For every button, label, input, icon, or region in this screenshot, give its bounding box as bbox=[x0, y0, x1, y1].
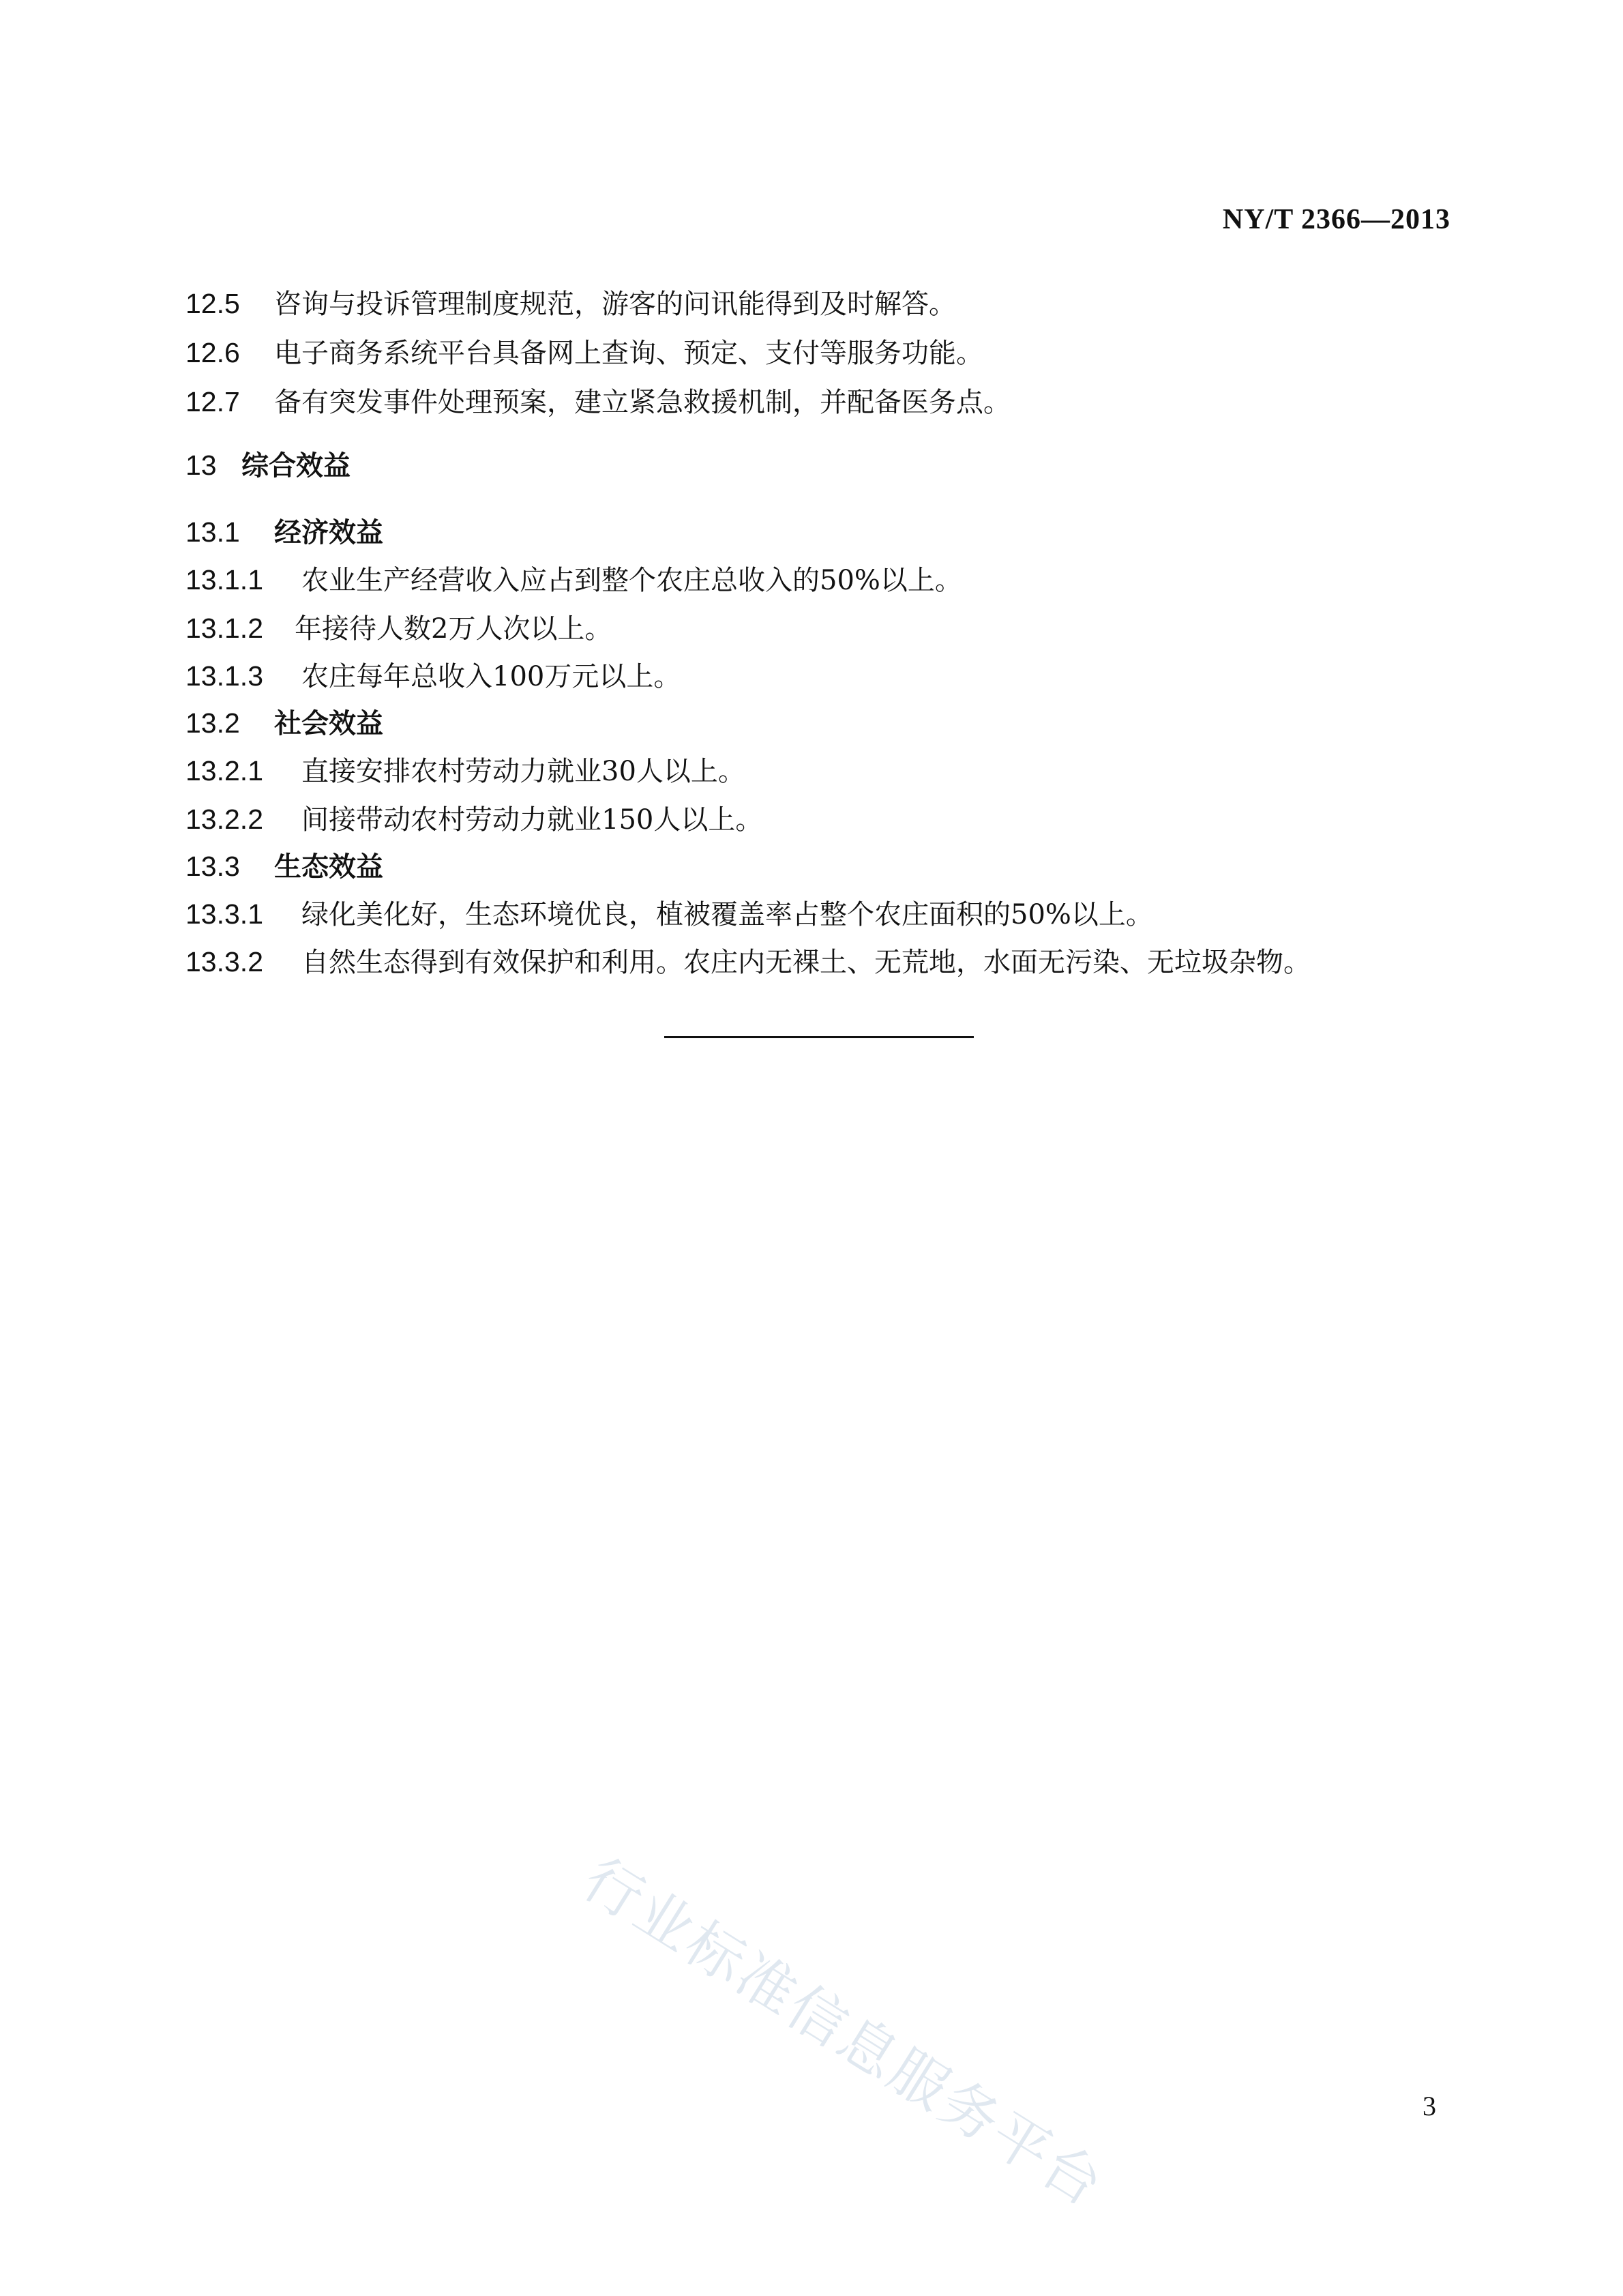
subsection-title: 经济效益 bbox=[274, 516, 383, 548]
clause-text: 咨询与投诉管理制度规范，游客的问讯能得到及时解答。 bbox=[274, 289, 956, 320]
clause-text: 直接安排农村劳动力就业30人以上。 bbox=[301, 756, 745, 787]
clause-number: 13.1.1 bbox=[185, 564, 263, 595]
clause-13-3-2 bbox=[185, 948, 1311, 976]
subsection-number: 13.2 bbox=[185, 707, 240, 739]
clause-text: 备有突发事件处理预案，建立紧急救援机制，并配备医务点。 bbox=[274, 387, 1011, 418]
clause-text: 自然生态得到有效保护和利用。农庄内无裸土、无荒地，水面无污染、无垃圾杂物。 bbox=[301, 947, 1311, 978]
clause-number: 13.2.2 bbox=[185, 804, 263, 835]
clause-text: 电子商务系统平台具备网上查询、预定、支付等服务功能。 bbox=[274, 338, 983, 369]
clause-12-5 bbox=[185, 290, 956, 318]
clause-text: 绿化美化好，生态环境优良，植被覆盖率占整个农庄面积的50%以上。 bbox=[301, 899, 1153, 930]
clause-13-1-1 bbox=[185, 566, 962, 594]
subsection-title: 生态效益 bbox=[274, 851, 383, 883]
subsection-heading-13-2 bbox=[185, 709, 383, 737]
subsection-heading-13-1 bbox=[185, 518, 383, 546]
clause-number: 12.7 bbox=[185, 386, 240, 417]
clause-13-1-2 bbox=[185, 615, 612, 643]
clause-number: 12.6 bbox=[185, 337, 240, 368]
clause-13-2-2 bbox=[185, 806, 762, 834]
subsection-heading-13-3 bbox=[185, 853, 383, 881]
clause-number: 13.3.1 bbox=[185, 898, 263, 930]
section-heading-13 bbox=[185, 452, 351, 480]
subsection-title: 社会效益 bbox=[274, 707, 383, 739]
document-code: NY/T 2366—2013 bbox=[1222, 204, 1450, 235]
page-number: 3 bbox=[1423, 2091, 1436, 2121]
end-rule bbox=[664, 1036, 974, 1038]
subsection-number: 13.1 bbox=[185, 516, 240, 548]
clause-13-2-1 bbox=[185, 757, 745, 785]
clause-text: 农庄每年总收入100万元以上。 bbox=[301, 661, 681, 692]
subsection-number: 13.3 bbox=[185, 851, 240, 882]
clause-number: 13.1.3 bbox=[185, 660, 263, 692]
clause-12-6 bbox=[185, 339, 983, 367]
clause-number: 13.2.1 bbox=[185, 755, 263, 786]
clause-13-1-3 bbox=[185, 662, 681, 690]
clause-12-7 bbox=[185, 388, 1011, 416]
clause-text: 间接带动农村劳动力就业150人以上。 bbox=[301, 804, 763, 836]
watermark: 行业标准信息服务平台 bbox=[571, 1845, 1116, 2220]
clause-text: 农业生产经营收入应占到整个农庄总收入的50%以上。 bbox=[301, 565, 962, 596]
clause-number: 13.3.2 bbox=[185, 946, 263, 977]
section-title: 综合效益 bbox=[241, 450, 351, 482]
clause-13-3-1 bbox=[185, 900, 1153, 928]
clause-number: 13.1.2 bbox=[185, 613, 263, 644]
section-number: 13 bbox=[185, 450, 217, 481]
clause-text: 年接待人数2万人次以上。 bbox=[295, 613, 612, 645]
clause-number: 12.5 bbox=[185, 288, 240, 319]
